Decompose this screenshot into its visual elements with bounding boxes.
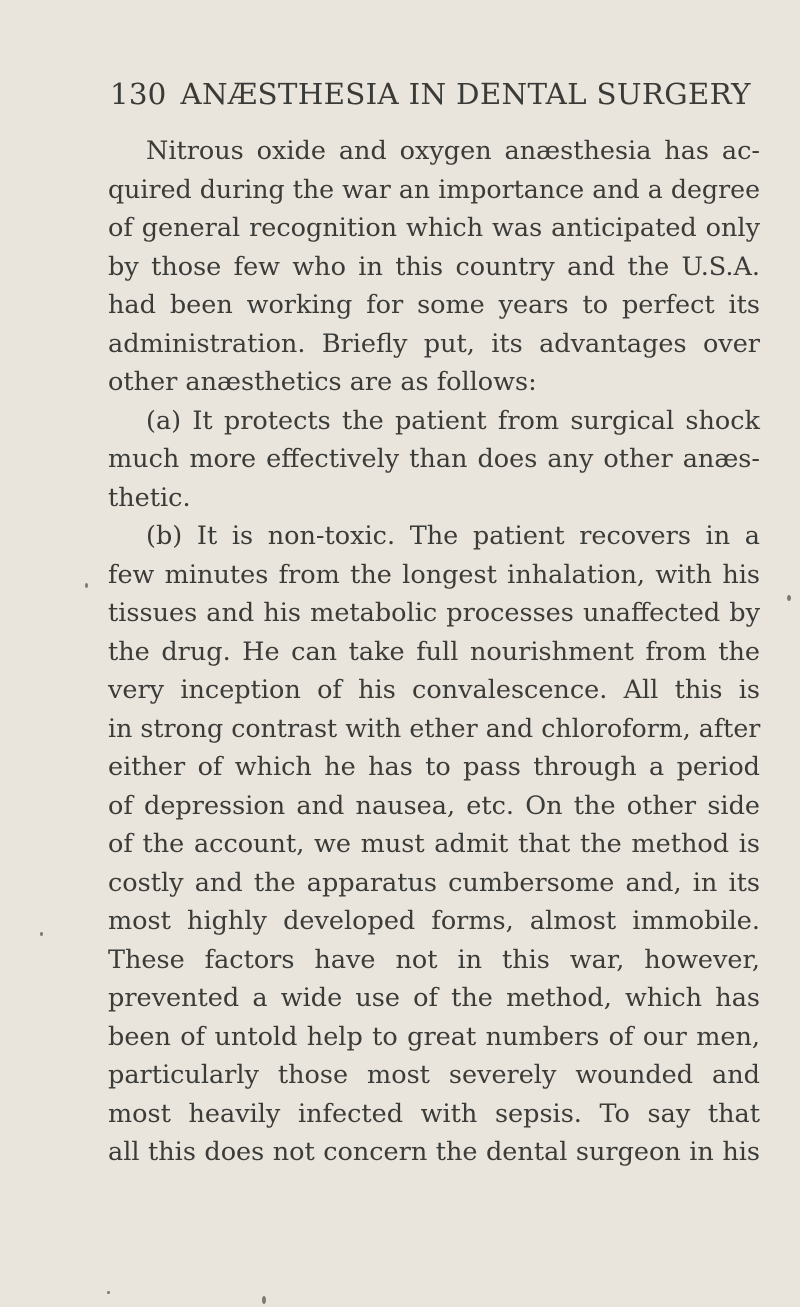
text-line: most highly developed forms, almost immobile. xyxy=(108,906,760,936)
paper-speck xyxy=(40,932,43,936)
text-line: by those few who in this country and the U.S.A. xyxy=(108,251,760,282)
text-line: all this does not concern the dental surgeon in his xyxy=(108,1137,760,1167)
text-line: prevented a wide use of the method, which has xyxy=(108,983,760,1013)
paper-speck xyxy=(85,583,88,588)
text-line: very inception of his convalescence. All this is xyxy=(108,675,760,705)
text-line: most heavily infected with sepsis. To say that xyxy=(108,1098,760,1129)
text-line: costly and the apparatus cumbersome and, in its xyxy=(108,867,760,898)
paper-speck xyxy=(262,1296,266,1304)
text-line: administration. Briefly put, its advantages over xyxy=(108,328,760,359)
body-text xyxy=(108,132,760,1172)
text-line: of depression and nausea, etc. On the other side xyxy=(108,790,760,821)
text-line: been of untold help to great numbers of our men, xyxy=(108,1021,760,1052)
running-title: ANÆSTHESIA IN DENTAL SURGERY xyxy=(180,77,751,111)
text-line: of the account, we must admit that the method is xyxy=(108,829,760,859)
text-line: thetic. xyxy=(108,482,191,513)
paper-speck xyxy=(787,595,791,601)
text-line: either of which he has to pass through a period xyxy=(108,752,760,782)
text-line: (b) It is non-toxic. The patient recovers in a xyxy=(146,521,760,551)
text-line: tissues and his metabolic processes unaffected by xyxy=(108,598,760,628)
page-number: 130 xyxy=(110,77,167,111)
text-line: the drug. He can take full nourishment from the xyxy=(108,636,760,667)
text-line: (a) It protects the patient from surgical shock xyxy=(146,405,760,436)
text-line: other anæsthetics are as follows: xyxy=(108,367,537,397)
paper-speck xyxy=(107,1291,110,1294)
text-line: These factors have not in this war, however, xyxy=(108,944,760,975)
text-line: few minutes from the longest inhalation, with his xyxy=(108,559,760,590)
text-line: in strong contrast with ether and chloroform, after xyxy=(108,713,761,743)
text-line: much more effectively than does any other anæs- xyxy=(108,444,760,474)
text-line: had been working for some years to perfect its xyxy=(108,290,760,320)
text-line: particularly those most severely wounded and xyxy=(108,1060,760,1090)
text-line: quired during the war an importance and a degree xyxy=(108,174,761,204)
text-line: of general recognition which was anticipated only xyxy=(108,213,760,243)
running-head xyxy=(110,76,750,112)
text-line: Nitrous oxide and oxygen anæsthesia has ac- xyxy=(146,136,760,166)
